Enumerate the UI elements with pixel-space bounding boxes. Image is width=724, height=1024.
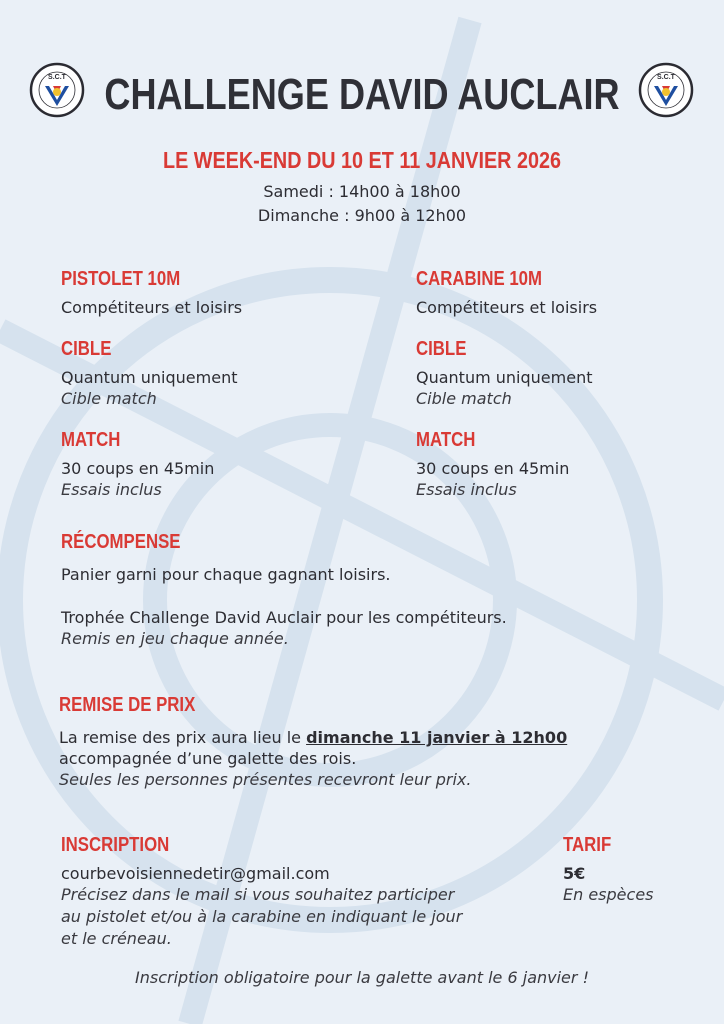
pistol-target-note: Cible match (61, 389, 157, 408)
registration-heading: INSCRIPTION (61, 834, 170, 856)
pistol-audience: Compétiteurs et loisirs (61, 298, 243, 317)
svg-text:S.C.T: S.C.T (657, 74, 675, 81)
page-title: CHALLENGE DAVID AUCLAIR (104, 70, 620, 119)
rifle-match-note: Essais inclus (416, 480, 517, 499)
price-heading: TARIF (563, 834, 612, 856)
reward-leisure: Panier garni pour chaque gagnant loisirs. (61, 565, 391, 584)
pistol-match-text: 30 coups en 45min (61, 459, 215, 478)
rifle-heading: CARABINE 10M (416, 268, 543, 290)
pistol-target-text: Quantum uniquement (61, 368, 238, 387)
ceremony-date: dimanche 11 janvier à 12h00 (306, 728, 568, 747)
registration-email[interactable]: courbevoisiennedetir@gmail.com (61, 864, 330, 883)
rifle-audience: Compétiteurs et loisirs (416, 298, 598, 317)
svg-text:S.C.T: S.C.T (48, 74, 66, 81)
ceremony-line1 (59, 728, 567, 747)
footer-notice: Inscription obligatoire pour la galette avant le 6 janvier ! (135, 968, 589, 987)
rifle-target-heading: CIBLE (416, 338, 467, 360)
pistol-match-note: Essais inclus (61, 480, 162, 499)
ceremony-line2: accompagnée d’une galette des rois. (59, 749, 357, 768)
registration-note-line3: et le créneau. (61, 929, 172, 948)
rifle-match-text: 30 coups en 45min (416, 459, 570, 478)
ceremony-heading: REMISE DE PRIX (59, 694, 196, 716)
price-note: En espèces (563, 885, 654, 904)
registration-note-line2: au pistolet et/ou à la carabine en indiquant le jour (61, 907, 463, 926)
ceremony-note: Seules les personnes présentes recevront leur prix. (59, 770, 472, 789)
pistol-heading: PISTOLET 10M (61, 268, 181, 290)
pistol-match-heading: MATCH (61, 429, 121, 451)
rifle-target-text: Quantum uniquement (416, 368, 593, 387)
reward-note: Remis en jeu chaque année. (61, 629, 289, 648)
price-amount: 5€ (563, 864, 586, 883)
registration-note-line1: Précisez dans le mail si vous souhaitez participer (61, 885, 455, 904)
reward-heading: RÉCOMPENSE (61, 531, 181, 553)
pistol-target-heading: CIBLE (61, 338, 112, 360)
event-dates: LE WEEK-END DU 10 ET 11 JANVIER 2026 (163, 147, 561, 173)
rifle-target-note: Cible match (416, 389, 512, 408)
schedule-sunday: Dimanche : 9h00 à 12h00 (257, 206, 467, 225)
rifle-match-heading: MATCH (416, 429, 476, 451)
reward-competitors: Trophée Challenge David Auclair pour les compétiteurs. (61, 608, 507, 627)
ceremony-line1-prefix: La remise des prix aura lieu le (59, 728, 307, 747)
schedule-saturday: Samedi : 14h00 à 18h00 (263, 182, 461, 201)
